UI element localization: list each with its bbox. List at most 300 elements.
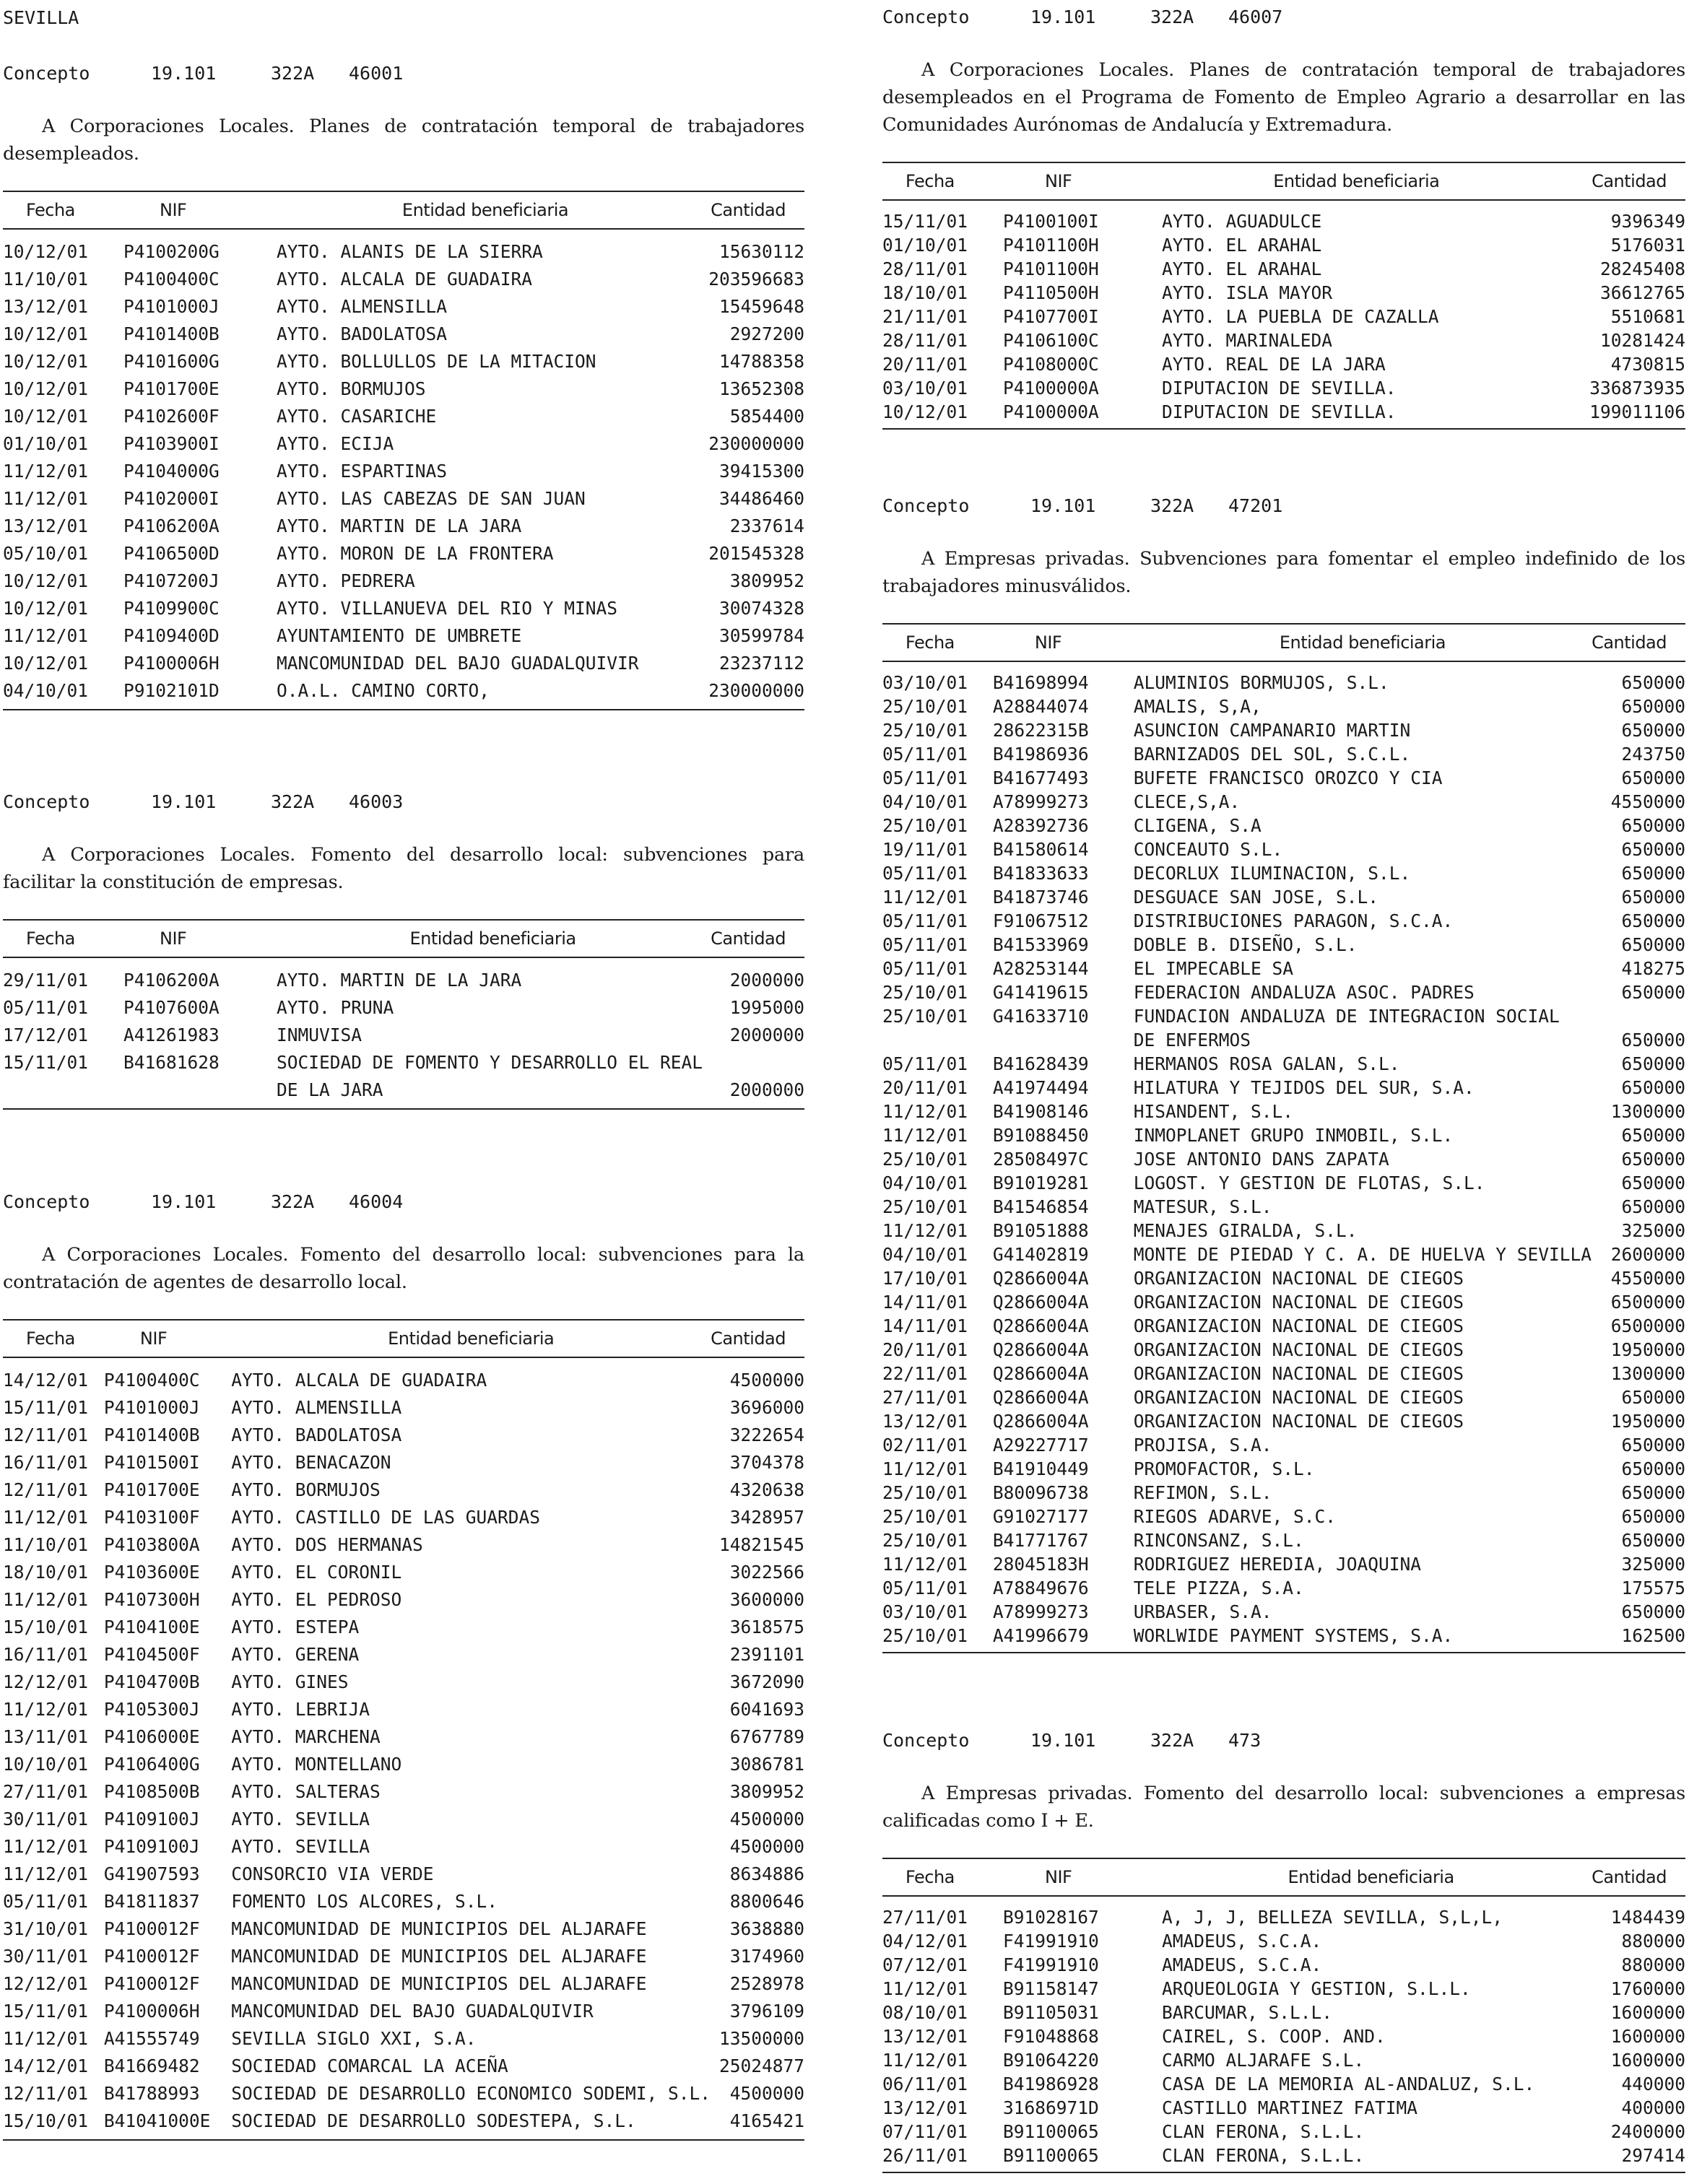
cell-nif: P4100200G [123,241,220,262]
table-row [882,1338,1685,1362]
table-row [882,352,1685,376]
cell-cantidad: 23237112 [718,653,804,674]
cell-fecha: 06/11/01 [882,2074,968,2094]
table-row [3,1806,804,1833]
cell-fecha: 10/12/01 [3,406,89,427]
cell-cantidad: 34486460 [718,488,804,509]
cell-fecha: 05/11/01 [882,1053,968,1074]
table-row [882,1552,1685,1576]
table-row [882,1929,1685,1953]
cell-nif: B80096738 [992,1482,1089,1503]
cell-cantidad: 650000 [1621,1053,1685,1074]
cell-cantidad: 162500 [1621,1625,1685,1646]
cell-fecha: 05/11/01 [882,910,968,931]
header-nif: NIF [123,191,277,229]
cell-fecha: 27/11/01 [882,1907,968,1928]
table-header-row [3,1320,804,1357]
cell-entidad: ORGANIZACION NACIONAL DE CIEGOS [1133,1292,1464,1313]
table-row [882,1171,1685,1195]
cell-entidad: AYTO. EL PEDROSO [231,1589,402,1610]
cell-cantidad: 230000000 [708,433,804,454]
cell-cantidad: 1600000 [1610,2050,1685,2071]
cell-cantidad: 36612765 [1599,282,1685,303]
cell-cantidad: 9396349 [1610,211,1685,232]
cell-fecha: 25/10/01 [882,1482,968,1503]
cell-cantidad: 400000 [1621,2097,1685,2118]
header-fecha: Fecha [3,920,123,957]
concepto-description: A Corporaciones Locales. Fomento del desarrollo local: subvenciones para facilitar la constitución de empresas. [3,844,804,893]
cell-fecha: 10/12/01 [3,378,89,399]
table-row [882,1481,1685,1505]
cell-nif: P4100012F [103,1973,200,1994]
header-entidad: Entidad beneficiaria [277,191,694,229]
cell-fecha: 14/11/01 [882,1315,968,1336]
cell-fecha: 04/10/01 [882,1173,968,1193]
cell-nif: B41908146 [992,1101,1089,1122]
cell-cantidad: 4550000 [1610,1268,1685,1289]
header-cantidad: Cantidad [709,920,804,957]
cell-entidad: AYTO. VILLANUEVA DEL RIO Y MINAS [277,598,618,619]
cell-nif: P4101500I [103,1452,200,1473]
cell-nif: P4100006H [103,2001,200,2022]
cell-cantidad: 14788358 [718,351,804,372]
concepto-label: Concepto [882,6,970,27]
concepto-code-concepto: 47201 [1228,495,1283,516]
cell-entidad: MANCOMUNIDAD DE MUNICIPIOS DEL ALJARAFE [231,1918,647,1939]
table-row [882,2048,1685,2072]
concepto-section [3,788,804,1110]
header-cantidad: Cantidad [1580,1858,1685,1896]
table-row [882,1600,1685,1624]
cell-nif: Q2866004A [992,1292,1089,1313]
cell-nif: P4106200A [123,970,220,991]
cell-nif: G41419615 [992,982,1089,1003]
cell-nif: A28392736 [992,815,1089,836]
cell-fecha: 10/12/01 [3,570,89,591]
table-row [3,1998,804,2025]
cell-fecha: 20/11/01 [882,1339,968,1360]
cell-entidad: EL IMPECABLE SA [1133,958,1294,979]
cell-entidad: AYTO. BADOLATOSA [231,1424,402,1445]
cell-nif: B91051888 [992,1220,1089,1241]
cell-nif: P4101400B [103,1424,200,1445]
cell-nif: Q2866004A [992,1268,1089,1289]
cell-fecha: 11/12/01 [882,887,968,908]
cell-nif: P4107600A [123,997,220,1018]
header-fecha: Fecha [882,1858,1003,1896]
table-row [3,1076,804,1109]
table-row [882,1576,1685,1600]
cell-nif: P4103800A [103,1534,200,1555]
cell-entidad: AYTO. BADOLATOSA [277,323,448,344]
cell-cantidad: 1950000 [1610,1339,1685,1360]
table-row [3,1394,804,1422]
concepto-section [3,59,804,710]
cell-cantidad: 325000 [1621,1220,1685,1241]
table-row [3,1022,804,1049]
cell-cantidad: 4550000 [1610,791,1685,812]
cell-entidad: AMALIS, S,A, [1133,696,1262,717]
cell-entidad: INMUVISA [277,1024,362,1045]
cell-fecha: 12/12/01 [3,1973,89,1994]
cell-cantidad: 650000 [1621,910,1685,931]
table-row [882,909,1685,933]
cell-nif: A41996679 [992,1625,1089,1646]
cell-entidad: ORGANIZACION NACIONAL DE CIEGOS [1133,1363,1464,1384]
cell-fecha: 25/10/01 [882,1625,968,1646]
cell-fecha: 16/11/01 [3,1644,89,1665]
cell-fecha: 08/10/01 [882,2002,968,2023]
cell-fecha: 05/10/01 [3,543,89,564]
concepto-code-concepto: 46007 [1228,6,1283,27]
cell-entidad: AYTO. ESPARTINAS [277,461,448,482]
cell-cantidad: 28245408 [1599,258,1685,279]
cell-cantidad: 650000 [1621,696,1685,717]
cell-entidad: DIPUTACION DE SEVILLA. [1162,401,1397,422]
cell-cantidad: 243750 [1621,744,1685,765]
table-row [3,1641,804,1669]
cell-nif: P4106400G [103,1754,200,1775]
cell-nif: Q2866004A [992,1339,1089,1360]
cell-entidad: DISTRIBUCIONES PARAGON, S.C.A. [1133,910,1454,931]
concepto-description: A Empresas privadas. Subvenciones para fomentar el empleo indefinido de los trabajadores minusválidos. [882,548,1685,597]
cell-entidad: WORLWIDE PAYMENT SYSTEMS, S.A. [1133,1625,1454,1646]
table-row [3,1888,804,1915]
cell-fecha: 11/12/01 [882,2050,968,2071]
table-row [3,957,804,994]
cell-cantidad: 6500000 [1610,1315,1685,1336]
cell-entidad: AYTO. LA PUEBLA DE CAZALLA [1162,306,1439,327]
concepto-description: A Empresas privadas. Fomento del desarrollo local: subvenciones a empresas calificadas como I + E. [882,1783,1685,1832]
cell-entidad: SOCIEDAD DE FOMENTO Y DESARROLLO EL REAL [277,1052,703,1073]
cell-nif: B41811837 [103,1891,200,1912]
table-row [3,2025,804,2053]
cell-fecha: 25/10/01 [882,696,968,717]
cell-nif: A78999273 [992,1601,1089,1622]
cell-fecha: 05/11/01 [882,767,968,788]
table-row [882,766,1685,790]
header-entidad: Entidad beneficiaria [1162,1858,1580,1896]
cell-fecha: 05/11/01 [882,1578,968,1598]
cell-fecha: 13/12/01 [3,515,89,536]
cell-entidad: AYTO. MARCHENA [231,1726,381,1747]
cell-cantidad: 2337614 [729,515,804,536]
cell-fecha: 11/12/01 [3,625,89,646]
cell-cantidad: 650000 [1621,1530,1685,1551]
cell-fecha: 13/12/01 [882,1411,968,1432]
table-row [882,742,1685,766]
cell-nif: B91064220 [1003,2050,1099,2071]
cell-entidad: RIEGOS ADARVE, S.C. [1133,1506,1337,1527]
table-row [3,1778,804,1806]
table-row [882,957,1685,980]
table-row [3,266,804,293]
cell-nif: P4101100H [1003,235,1099,256]
cell-nif: P4106100C [1003,330,1099,351]
cell-entidad: AYTO. GERENA [231,1644,360,1665]
cell-nif: P4103600E [103,1562,200,1583]
table-row [3,1449,804,1476]
cell-fecha: 04/10/01 [882,791,968,812]
table-row [3,1049,804,1076]
concepto-code-programa: 322A [1150,6,1194,27]
concepto-code-programa: 322A [271,791,315,812]
table-row [3,1531,804,1559]
cell-nif [123,1076,277,1109]
cell-fecha: 27/11/01 [3,1781,89,1802]
cell-fecha: 03/10/01 [882,672,968,693]
cell-cantidad: 650000 [1621,1196,1685,1217]
header-entidad: Entidad beneficiaria [1134,624,1592,661]
cell-fecha: 11/12/01 [3,1836,89,1857]
cell-cantidad [709,1049,804,1076]
cell-nif: P4106500D [123,543,220,564]
cell-nif: P4103100F [103,1507,200,1528]
cell-entidad: RINCONSANZ, S.L. [1133,1530,1304,1551]
cell-cantidad: 650000 [1621,1125,1685,1146]
cell-nif: P4101000J [103,1397,200,1418]
cell-entidad: AYTO. EL CORONIL [231,1562,402,1583]
cell-entidad: A, J, J, BELLEZA SEVILLA, S,L,L, [1162,1907,1503,1928]
cell-entidad: AMADEUS, S.C.A. [1162,1931,1322,1952]
table-row [882,2144,1685,2172]
cell-cantidad: 4500000 [729,1370,804,1391]
table-row [3,293,804,321]
cell-fecha: 05/11/01 [3,1891,89,1912]
cell-cantidad: 3022566 [729,1562,804,1583]
table-row [3,1833,804,1861]
header-cantidad: Cantidad [1551,162,1685,200]
cell-cantidad: 30074328 [718,598,804,619]
cell-entidad: AYTO. BOLLULLOS DE LA MITACION [277,351,596,372]
cell-cantidad: 8800646 [729,1891,804,1912]
cell-fecha [882,1028,993,1052]
concepto-code-concepto: 473 [1228,1730,1262,1751]
concepto-code-programa: 322A [1150,495,1194,516]
concepto-label: Concepto [882,1730,970,1751]
cell-cantidad: 297414 [1621,2145,1685,2166]
cell-entidad: MONTE DE PIEDAD Y C. A. DE HUELVA Y SEVILLA [1133,1244,1592,1265]
cell-fecha: 10/12/01 [3,323,89,344]
cell-entidad: SOCIEDAD COMARCAL LA ACEÑA [231,2055,508,2076]
cell-fecha: 18/10/01 [882,282,968,303]
cell-entidad: DESGUACE SAN JOSE, S.L. [1133,887,1379,908]
table-row [882,1314,1685,1338]
cell-cantidad: 1300000 [1610,1101,1685,1122]
beneficiaries-table [882,623,1685,1653]
table-row [882,305,1685,329]
table-row [882,661,1685,695]
cell-fecha: 12/12/01 [3,1671,89,1692]
cell-nif: G91027177 [992,1506,1089,1527]
cell-entidad: AYTO. DOS HERMANAS [231,1534,423,1555]
cell-entidad: CONSORCIO VIA VERDE [231,1863,434,1884]
cell-fecha: 13/12/01 [882,2026,968,2047]
cell-entidad: AYTO. SEVILLA [231,1809,370,1830]
cell-fecha: 18/10/01 [3,1562,89,1583]
table-row [882,1953,1685,1977]
table-row [3,430,804,458]
cell-fecha: 29/11/01 [3,970,89,991]
cell-nif: B91028167 [1003,1907,1099,1928]
table-row [3,1476,804,1504]
table-row [3,403,804,430]
cell-entidad: AYTO. AGUADULCE [1162,211,1322,232]
cell-nif: B41788993 [103,2083,200,2104]
concepto-code-concepto: 46004 [349,1191,404,1212]
table-row [882,2120,1685,2144]
cell-entidad: AYTO. BORMUJOS [231,1479,381,1500]
cell-fecha: 28/11/01 [882,258,968,279]
cell-nif: B41681628 [123,1052,220,1073]
table-row [3,1422,804,1449]
cell-entidad: AYTO. CASTILLO DE LAS GUARDAS [231,1507,541,1528]
table-row [3,1669,804,1696]
cell-cantidad: 3600000 [729,1589,804,1610]
cell-entidad: AYTO. LEBRIJA [231,1699,370,1720]
table-row [882,885,1685,909]
cell-nif: B41580614 [992,839,1089,860]
cell-fecha: 11/12/01 [3,488,89,509]
table-row [882,1028,1685,1052]
cell-entidad: AYTO. ESTEPA [231,1617,360,1637]
cell-nif: B41771767 [992,1530,1089,1551]
cell-entidad: CONCEAUTO S.L. [1133,839,1283,860]
cell-fecha: 20/11/01 [882,1077,968,1098]
cell-fecha: 13/12/01 [3,296,89,317]
cell-entidad: FEDERACION ANDALUZA ASOC. PADRES [1133,982,1475,1003]
cell-cantidad: 1995000 [729,997,804,1018]
cell-entidad: AYTO. MARTIN DE LA JARA [277,970,522,991]
table-row [882,1100,1685,1123]
cell-fecha: 13/12/01 [882,2097,968,2118]
table-row [3,1357,804,1394]
cell-nif: B91105031 [1003,2002,1099,2023]
cell-fecha: 14/12/01 [3,1370,89,1391]
cell-fecha: 25/10/01 [882,1006,968,1027]
cell-fecha: 12/11/01 [3,2083,89,2104]
cell-nif: P4108000C [1003,354,1099,375]
cell-cantidad: 230000000 [708,680,804,701]
table-row [882,1290,1685,1314]
cell-entidad: ALUMINIOS BORMUJOS, S.L. [1133,672,1389,693]
cell-entidad: CARMO ALJARAFE S.L. [1162,2050,1365,2071]
cell-fecha: 10/12/01 [3,598,89,619]
cell-cantidad: 14821545 [718,1534,804,1555]
cell-nif: B41677493 [992,767,1089,788]
cell-entidad: AYTO. REAL DE LA JARA [1162,354,1386,375]
cell-cantidad: 418275 [1621,958,1685,979]
cell-fecha: 05/11/01 [882,958,968,979]
table-row [882,1528,1685,1552]
cell-fecha: 03/10/01 [882,1601,968,1622]
cell-nif: F91048868 [1003,2026,1099,2047]
cell-fecha: 17/10/01 [882,1268,968,1289]
cell-nif: P4100400C [123,269,220,290]
cell-cantidad: 1600000 [1610,2026,1685,2047]
cell-entidad: MANCOMUNIDAD DE MUNICIPIOS DEL ALJARAFE [231,1973,647,1994]
cell-nif: P4100000A [1003,401,1099,422]
cell-cantidad: 650000 [1621,1030,1685,1050]
cell-fecha: 22/11/01 [882,1363,968,1384]
concepto-code-servicio: 19.101 [151,63,217,84]
cell-entidad: DE LA JARA [277,1079,383,1100]
table-row [3,677,804,710]
cell-fecha: 11/10/01 [3,1534,89,1555]
table-row [882,2096,1685,2120]
concepto-code-servicio: 19.101 [151,1191,217,1212]
cell-fecha: 10/10/01 [3,1754,89,1775]
cell-fecha: 07/12/01 [882,1954,968,1975]
header-fecha: Fecha [3,191,123,229]
cell-entidad: AYTO. ALMENSILLA [231,1397,402,1418]
table-row [882,718,1685,742]
cell-entidad: O.A.L. CAMINO CORTO, [277,680,490,701]
cell-nif: B41546854 [992,1196,1089,1217]
cell-cantidad: 6767789 [729,1726,804,1747]
cell-nif: A41974494 [992,1077,1089,1098]
cell-fecha: 11/12/01 [3,461,89,482]
cell-cantidad: 199011106 [1589,401,1685,422]
cell-nif: P4100012F [103,1946,200,1967]
table-row [3,540,804,567]
table-row [882,1362,1685,1385]
table-row [882,1977,1685,2001]
cell-nif: F41991910 [1003,1954,1099,1975]
table-row [882,257,1685,281]
cell-cantidad: 2391101 [729,1644,804,1665]
cell-fecha: 15/10/01 [3,1617,89,1637]
cell-nif: P4101700E [103,1479,200,1500]
cell-nif: B41041000E [103,2110,211,2131]
cell-cantidad: 650000 [1621,1387,1685,1408]
table-row [882,1385,1685,1409]
concepto-code-concepto: 46001 [349,63,404,84]
cell-cantidad: 1600000 [1610,2002,1685,2023]
cell-entidad: AYTO. ALCALA DE GUADAIRA [277,269,533,290]
cell-cantidad: 3086781 [729,1754,804,1775]
cell-nif: B41873746 [992,887,1089,908]
cell-entidad: AYTO. ALANIS DE LA SIERRA [277,241,543,262]
header-fecha: Fecha [882,624,993,661]
cell-cantidad: 880000 [1621,1931,1685,1952]
cell-fecha: 15/11/01 [3,1052,89,1073]
cell-entidad: ORGANIZACION NACIONAL DE CIEGOS [1133,1268,1464,1289]
concepto-code-programa: 322A [271,63,315,84]
cell-cantidad: 650000 [1621,1601,1685,1622]
cell-cantidad: 10281424 [1599,330,1685,351]
cell-cantidad: 2000000 [729,1079,804,1100]
province-heading: SEVILLA [3,7,79,28]
cell-fecha: 14/12/01 [3,2055,89,2076]
concepto-description: A Corporaciones Locales. Planes de contratación temporal de trabajadores desempleados en el Programa de Fomento de Empleo Agrario a desarrollar en las Comunidades Aurónomas de Andalucía y Extremadura. [882,59,1685,136]
cell-cantidad: 15630112 [718,241,804,262]
cell-nif: P4105300J [103,1699,200,1720]
cell-nif: P4100400C [103,1370,200,1391]
table-row [882,838,1685,861]
cell-fecha: 30/11/01 [3,1946,89,1967]
cell-fecha: 11/12/01 [882,1220,968,1241]
cell-nif: A28844074 [992,696,1089,717]
concepto-code-servicio: 19.101 [1030,495,1096,516]
cell-fecha: 12/11/01 [3,1424,89,1445]
cell-entidad: AYTO. EL ARAHAL [1162,258,1322,279]
cell-cantidad: 2600000 [1610,1244,1685,1265]
cell-entidad: AYTO. SALTERAS [231,1781,381,1802]
cell-fecha: 11/12/01 [882,1101,968,1122]
cell-entidad: RODRIGUEZ HEREDIA, JOAQUINA [1133,1554,1422,1575]
table-row [882,1243,1685,1266]
